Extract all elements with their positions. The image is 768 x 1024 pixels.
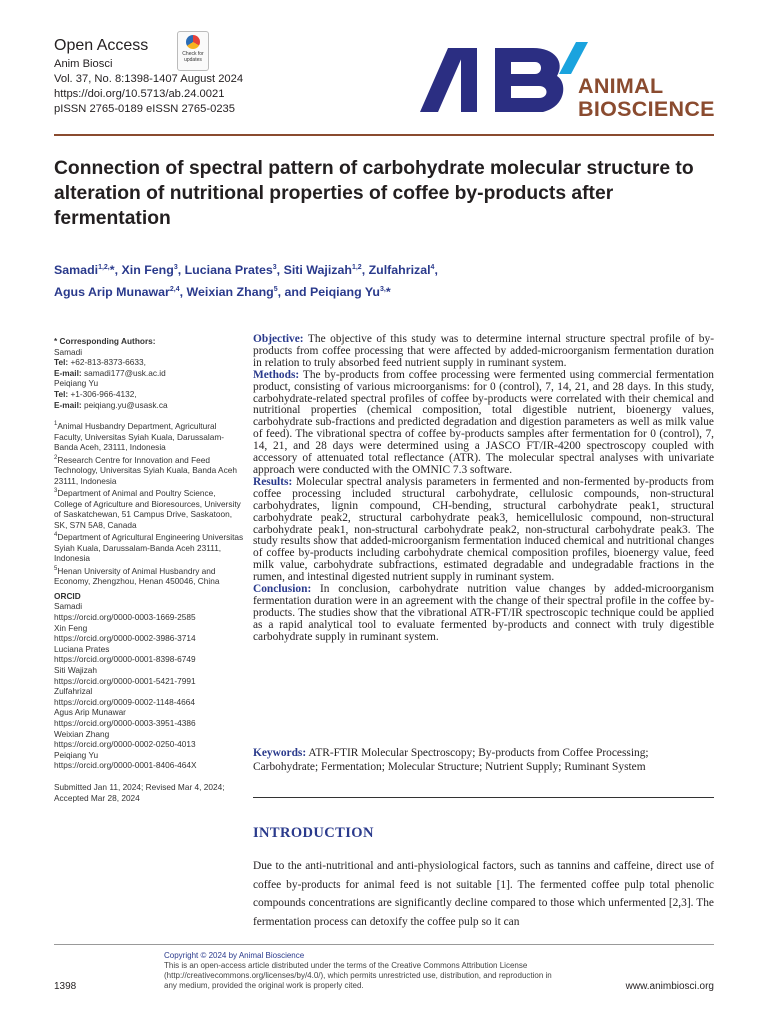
email-link[interactable]: samadi177@usk.ac.id bbox=[83, 367, 166, 378]
author-affiliation-marker: 4 bbox=[430, 264, 435, 271]
corr-name: Samadi bbox=[54, 346, 83, 357]
author-name[interactable]: Samadi bbox=[54, 263, 99, 278]
doi-link[interactable]: https://doi.org/10.5713/ab.24.0021 bbox=[54, 88, 225, 100]
author-affiliation-marker: 1,2, bbox=[98, 264, 110, 271]
affiliation-number: 2 bbox=[54, 454, 58, 461]
page-number: 1398 bbox=[54, 981, 77, 992]
orcid-author: Samadi bbox=[54, 601, 83, 612]
affiliation-text: Department of Animal and Poultry Science, College of Agriculture and Bioresources, University of Saskatchewan, 51 Campus Drive, Saskatoon, SK, S7N 5A8, Canada bbox=[54, 488, 241, 530]
corresponding-marker: * bbox=[385, 285, 391, 300]
author-separator: , bbox=[276, 263, 284, 278]
keywords-divider bbox=[253, 797, 714, 798]
affiliation-number: 3 bbox=[54, 488, 58, 495]
affiliation-item bbox=[54, 530, 244, 564]
logo-bar-b bbox=[495, 48, 511, 112]
corr-tel: Tel: +1-306-966-4132, bbox=[54, 388, 137, 399]
abstract-objective: Objective: The objective of this study was to determine internal structure spectral profile of by-products from coffee processing that were affected by added-microorganism fermentation duration in relation to truly absorbed feed nutrient supply in ruminant system. bbox=[253, 333, 714, 369]
copyright-line: Copyright © 2024 by Animal Bioscience bbox=[164, 951, 305, 960]
corresponding-title: * Corresponding Authors: bbox=[54, 336, 156, 346]
open-access-label: Open Access bbox=[54, 37, 149, 54]
sidebar-info bbox=[54, 336, 244, 803]
license-text: This is an open-access article distributed under the terms of the Creative Commons Attribution License (http://creativecommons.org/licenses/by/4.0/), which permits unrestricted use, distribution, and reproduction in any medium, provided the original work is properly cited. bbox=[164, 961, 552, 990]
orcid-author: Luciana Prates bbox=[54, 643, 110, 654]
orcid-link[interactable]: https://orcid.org/0000-0002-3986-3714 bbox=[54, 633, 196, 644]
logo-cyan-slash bbox=[559, 42, 588, 74]
author-affiliation-marker: 3 bbox=[272, 264, 277, 271]
logo-slash-a1 bbox=[420, 48, 466, 112]
corresponding-marker: * bbox=[109, 263, 115, 278]
author-name[interactable]: Peiqiang Yu bbox=[310, 285, 381, 300]
section-heading-introduction: INTRODUCTION bbox=[253, 825, 374, 841]
corr-email: E-mail: peiqiang.yu@usask.ca bbox=[54, 399, 168, 410]
orcid-link[interactable]: https://orcid.org/0000-0001-5421-7991 bbox=[54, 675, 196, 686]
logo-line-animal: ANIMAL bbox=[578, 74, 664, 98]
email-link[interactable]: peiqiang.yu@usask.ca bbox=[83, 399, 168, 410]
author-separator: , bbox=[177, 263, 185, 278]
copyright-notice bbox=[164, 951, 564, 991]
author-affiliation-marker: 3, bbox=[380, 286, 386, 294]
author-name[interactable]: Siti Wajizah bbox=[283, 263, 352, 278]
author-name[interactable]: Weixian Zhang bbox=[186, 285, 274, 300]
affiliation-text: Research Centre for Innovation and Feed Technology, Universitas Syiah Kuala, Banda Aceh 23111, Indonesia bbox=[54, 454, 237, 486]
corr-name: Peiqiang Yu bbox=[54, 378, 99, 389]
author-separator: , bbox=[114, 263, 122, 278]
affiliation-text: Animal Husbandry Department, Agricultural Faculty, Universitas Syiah Kuala, Darussalam-Banda Aceh, 23111, Indonesia bbox=[54, 420, 224, 453]
orcid-link[interactable]: https://orcid.org/0009-0002-1148-4664 bbox=[54, 696, 195, 707]
introduction-text: Due to the anti-nutritional and anti-physiological factors, such as tannins and caffeine, direct use of coffee by-products for animal feed is not suitable [1]. The fermented coffee pulp total phenolic compounds concentrations are significantly decline compared to those which unfermented [2,3]. The fermentation process can detoxify the coffee pulp so it can bbox=[253, 860, 714, 929]
affiliation-item bbox=[54, 453, 244, 487]
journal-volume: Vol. 37, No. 8:1398-1407 August 2024 bbox=[54, 73, 244, 85]
affiliation-item bbox=[54, 419, 244, 453]
corr-email: E-mail: samadi177@usk.ac.id bbox=[54, 367, 166, 378]
keywords: Keywords: ATR-FTIR Molecular Spectroscopy; By-products from Coffee Processing; Carbohydrate; Fermentation; Molecular Structure; Nutrient Supply; Ruminant System bbox=[253, 747, 649, 773]
orcid-author: Xin Feng bbox=[54, 622, 88, 633]
journal-meta bbox=[54, 57, 243, 117]
logo-wordmark bbox=[578, 75, 715, 121]
affiliation-text: Department of Agricultural Engineering Universitas Syiah Kuala, Darussalam-Banda Aceh 23111, Indonesia bbox=[54, 532, 244, 564]
affiliation-list bbox=[54, 419, 244, 587]
orcid-author: Zulfahrizal bbox=[54, 686, 93, 697]
abstract-results: Results: Molecular spectral analysis parameters in fermented and non-fermented by-products from coffee processing included structural carbohydrate, cellulosic compounds, non-structural carbohydrates, lignin compound, CH-bending, structural carbohydrate peak1, structural carbohydrate peak2, structural carbohydrate peak3, hemicellulosic compound, non-structural carbohydrate peak1, non-structural carbohydrate peak2, non-structural carbohydrate peak3. The study results show that added-microorganism fermentation induced chemical and nutritional changes of coffee by-products including carbohydrate chemical composition profiles, bioenergy value, feed milk value, carbohydrate subfractions, estimated degradable and undegradable fractions in the rumen, and intestinal digested nutrient supply in ruminant system. bbox=[253, 475, 714, 584]
check-updates-icon bbox=[186, 35, 200, 49]
author-name[interactable]: Xin Feng bbox=[121, 263, 174, 278]
logo-line-bioscience: BIOSCIENCE bbox=[578, 97, 715, 121]
author-separator: , bbox=[179, 285, 187, 300]
author-affiliation-marker: 5 bbox=[273, 286, 278, 294]
header-divider bbox=[54, 134, 714, 136]
orcid-title: ORCID bbox=[54, 590, 81, 601]
orcid-list bbox=[54, 601, 244, 771]
author-name[interactable]: Zulfahrizal bbox=[368, 263, 431, 278]
logo-bar-a bbox=[461, 48, 477, 112]
issn: pISSN 2765-0189 eISSN 2765-0235 bbox=[54, 103, 235, 115]
author-affiliation-marker: 2,4 bbox=[169, 286, 180, 294]
orcid-author: Peiqiang Yu bbox=[54, 749, 99, 760]
author-separator: , and bbox=[277, 285, 310, 300]
journal-short-name: Anim Biosci bbox=[54, 58, 113, 70]
orcid-link[interactable]: https://orcid.org/0000-0003-1669-2585 bbox=[54, 612, 196, 623]
abstract-methods: Methods: The by-products from coffee processing were fermented using commercial fermentation product, consisting of various microorganisms: for 0 (control), 7, 14, 21, and 28 days. In this study, carbohydrate-related spectral profiles of coffee by-products were correlated with their chemical and nutritional properties (chemical composition, total digestible nutrient, bioenergy values, carbohydrate sub-fractions and predicted degradation and digestion parameters as well as milk value of feed). The vibrational spectra of coffee by-products samples after fermentation for 0 (control), 7, 14, 21, and 28 days were determined using a JASCO FT/IR-4200 spectroscopy coupled with accessory of attenuated total reflectance (ATR). The molecular spectral analyses with univariate approach were conducted with the OMNIC 7.3 software. bbox=[253, 368, 714, 476]
affiliation-number: 1 bbox=[54, 421, 58, 428]
abstract bbox=[253, 334, 714, 644]
journal-website-link[interactable]: www.animbiosci.org bbox=[625, 981, 714, 992]
logo-bowl-b bbox=[511, 48, 563, 112]
orcid-author: Weixian Zhang bbox=[54, 728, 110, 739]
affiliation-item bbox=[54, 564, 244, 587]
affiliation-item bbox=[54, 486, 244, 530]
author-separator: , bbox=[361, 263, 369, 278]
corr-tel: Tel: +62-813-8373-6633, bbox=[54, 357, 146, 368]
abstract-conclusion: Conclusion: In conclusion, carbohydrate nutrition value changes by added-microorganism fermentation duration were in an agreement with the change of their spectral profile in the coffee by-products. The studies show that the vibrational ATR-FT/IR spectroscopic technique could be applied as a rapid analytical tool to evaluate fermented by-products and connect with truly digestible carbohydrate supply in ruminant system. bbox=[253, 583, 714, 643]
orcid-link[interactable]: https://orcid.org/0000-0001-8398-6749 bbox=[54, 654, 196, 665]
author-affiliation-marker: 3 bbox=[173, 264, 178, 271]
submission-dates: Submitted Jan 11, 2024; Revised Mar 4, 2024; Accepted Mar 28, 2024 bbox=[54, 781, 225, 803]
affiliation-number: 4 bbox=[54, 532, 58, 539]
author-name[interactable]: Luciana Prates bbox=[184, 263, 273, 278]
affiliation-number: 5 bbox=[54, 565, 58, 572]
orcid-author: Agus Arip Munawar bbox=[54, 707, 126, 718]
footer-divider bbox=[54, 944, 714, 945]
orcid-link[interactable]: https://orcid.org/0000-0001-8406-464X bbox=[54, 760, 197, 771]
author-affiliation-marker: 1,2 bbox=[351, 264, 362, 271]
author-separator: , bbox=[434, 263, 438, 278]
orcid-link[interactable]: https://orcid.org/0000-0003-3951-4386 bbox=[54, 718, 196, 729]
check-updates-label: Check for updates bbox=[182, 51, 204, 63]
author-list bbox=[54, 258, 714, 302]
orcid-author: Siti Wajizah bbox=[54, 665, 98, 676]
article-title: Connection of spectral pattern of carbohydrate molecular structure to alteration of nutritional properties of coffee by-products after fermentation bbox=[54, 158, 694, 229]
author-name[interactable]: Agus Arip Munawar bbox=[54, 285, 170, 300]
orcid-link[interactable]: https://orcid.org/0000-0002-0250-4013 bbox=[54, 739, 196, 750]
affiliation-text: Henan University of Animal Husbandry and Economy, Zhengzhou, Henan 450046, China bbox=[54, 565, 220, 587]
